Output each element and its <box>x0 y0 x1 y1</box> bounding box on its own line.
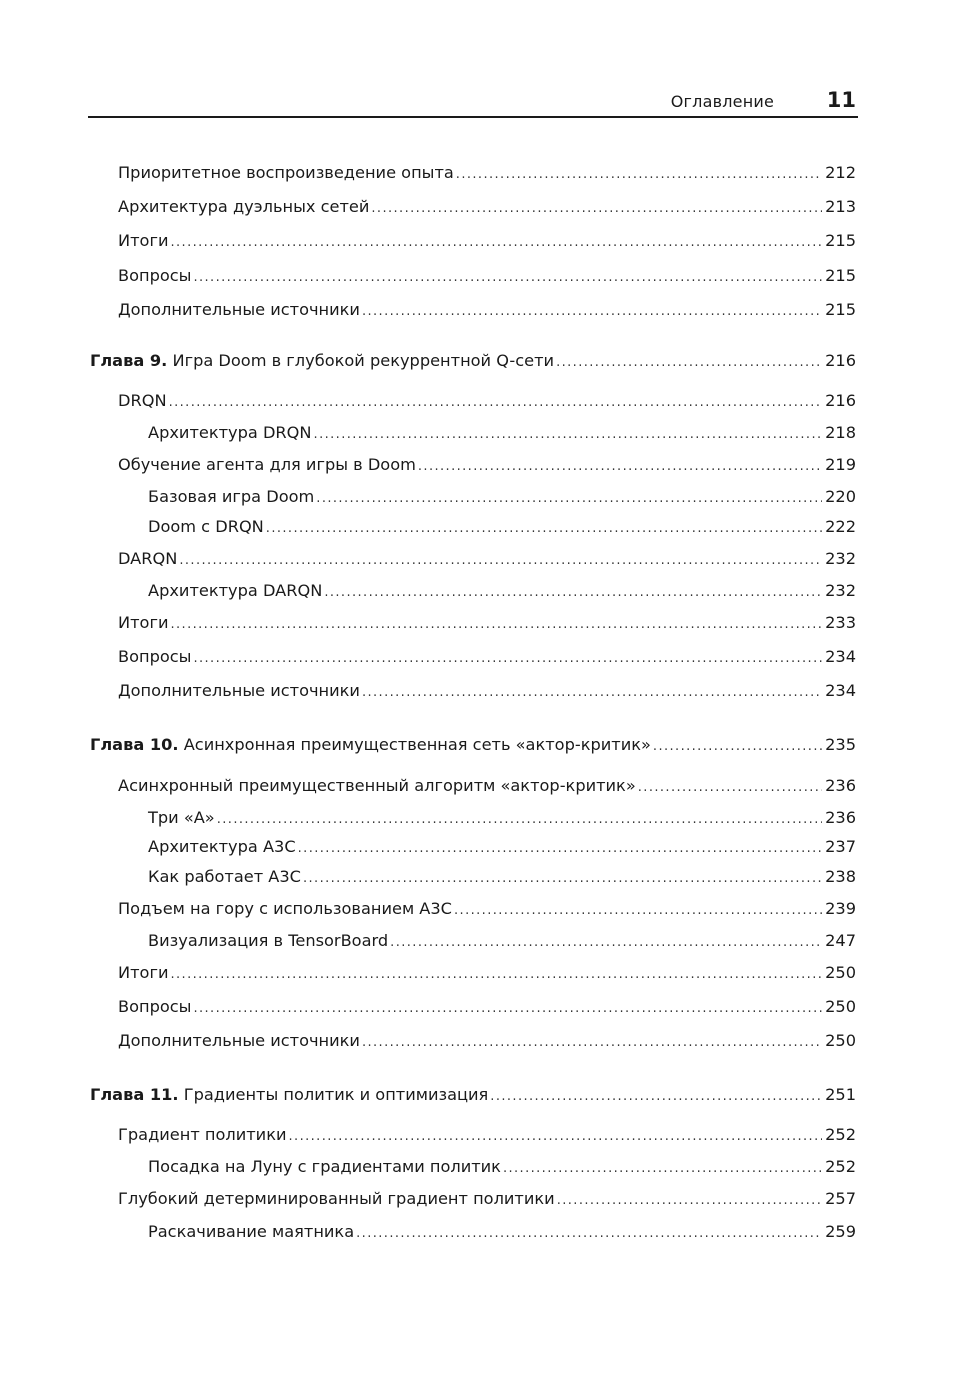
toc-entry[interactable] <box>118 678 856 704</box>
toc-leader-dots <box>418 454 822 480</box>
toc-entry-page: 252 <box>825 1125 856 1144</box>
toc-entry-page: 250 <box>825 1031 856 1050</box>
toc-leader-dots <box>193 646 822 672</box>
toc-entry-page: 234 <box>825 647 856 666</box>
toc-entry-label: Градиент политики <box>118 1125 287 1144</box>
toc-entry[interactable] <box>118 194 856 220</box>
toc-entry-label: Итоги <box>118 231 169 250</box>
toc-entry[interactable] <box>118 263 856 289</box>
toc-entry[interactable] <box>118 610 856 636</box>
running-header-title: Оглавление <box>670 92 774 111</box>
toc-entry-page: 252 <box>825 1157 856 1176</box>
toc-entry[interactable] <box>118 994 856 1020</box>
toc-entry[interactable] <box>118 960 856 986</box>
toc-leader-dots <box>193 265 822 291</box>
toc-entry[interactable] <box>118 644 856 670</box>
toc-entry-label: Дополнительные источники <box>118 1031 360 1050</box>
toc-entry-label: Вопросы <box>118 647 192 666</box>
toc-leader-dots <box>371 196 822 222</box>
toc-entry[interactable] <box>118 388 856 414</box>
toc-leader-dots <box>653 734 822 760</box>
toc-entry-label: Итоги <box>118 963 169 982</box>
toc-entry[interactable] <box>118 160 856 186</box>
toc-leader-dots <box>557 1188 822 1214</box>
toc-chapter-title: Игра Doom в глубокой рекуррентной Q-сети <box>172 351 555 370</box>
toc-entry[interactable] <box>118 773 856 799</box>
toc-entry-label: DARQN <box>118 549 178 568</box>
toc-entry-label: Архитектура A3C <box>148 837 296 856</box>
toc-chapter[interactable] <box>90 1082 856 1108</box>
toc-entry-page: 238 <box>825 867 856 886</box>
toc-leader-dots <box>179 548 822 574</box>
toc-entry[interactable] <box>118 1186 856 1212</box>
toc-entry[interactable] <box>118 228 856 254</box>
toc-entry-page: 218 <box>825 423 856 442</box>
toc-entry-label: Глубокий детерминированный градиент политики <box>118 1189 555 1208</box>
toc-entry-label: Посадка на Луну с градиентами политик <box>148 1157 501 1176</box>
toc-entry[interactable] <box>118 546 856 572</box>
toc-subentry[interactable] <box>148 834 856 860</box>
toc-chapter-number: Глава 9. <box>90 351 168 370</box>
toc-leader-dots <box>316 486 822 512</box>
toc-leader-dots <box>298 836 822 862</box>
toc-entry-page: 234 <box>825 681 856 700</box>
toc-leader-dots <box>390 930 822 956</box>
toc-entry-page: 236 <box>825 776 856 795</box>
toc-leader-dots <box>266 516 822 542</box>
toc-subentry[interactable] <box>148 928 856 954</box>
page-number: 11 <box>826 88 856 112</box>
toc-entry-page: 233 <box>825 613 856 632</box>
toc-entry[interactable] <box>118 1028 856 1054</box>
toc-leader-dots <box>170 612 822 638</box>
toc-leader-dots <box>356 1221 822 1247</box>
toc-entry-label: Как работает A3C <box>148 867 301 886</box>
toc-entry-page: 222 <box>825 517 856 536</box>
toc-entry-page: 250 <box>825 997 856 1016</box>
toc-leader-dots <box>362 1030 822 1056</box>
toc-entry-page: 257 <box>825 1189 856 1208</box>
toc-entry-page: 216 <box>825 391 856 410</box>
toc-leader-dots <box>503 1156 822 1182</box>
toc-subentry[interactable] <box>148 514 856 540</box>
toc-entry-page: 212 <box>825 163 856 182</box>
toc-chapter-title: Асинхронная преимущественная сеть «актор-критик» <box>183 735 651 754</box>
toc-entry[interactable] <box>118 896 856 922</box>
toc-leader-dots <box>170 962 822 988</box>
toc-leader-dots <box>454 898 822 924</box>
toc-leader-dots <box>362 299 822 325</box>
toc-subentry[interactable] <box>148 484 856 510</box>
toc-entry-label: Приоритетное воспроизведение опыта <box>118 163 454 182</box>
toc-entry-label: Архитектура дуэльных сетей <box>118 197 370 216</box>
toc-entry-page: 215 <box>825 266 856 285</box>
toc-entry-label: Три «А» <box>148 808 215 827</box>
toc-subentry[interactable] <box>148 864 856 890</box>
toc-entry-page: 232 <box>825 549 856 568</box>
toc-leader-dots <box>289 1124 823 1150</box>
toc-entry-label: Дополнительные источники <box>118 300 360 319</box>
toc-entry-page: 251 <box>825 1085 856 1104</box>
toc-subentry[interactable] <box>148 1219 856 1245</box>
toc-entry-page: 235 <box>825 735 856 754</box>
toc-entry-page: 215 <box>825 231 856 250</box>
toc-leader-dots <box>314 422 823 448</box>
toc-entry-label: DRQN <box>118 391 167 410</box>
toc-entry-page: 215 <box>825 300 856 319</box>
toc-leader-dots <box>638 775 822 801</box>
toc-entry-label: Архитектура DRQN <box>148 423 312 442</box>
toc-entry-label: Базовая игра Doom <box>148 487 315 506</box>
toc-entry-label: Итоги <box>118 613 169 632</box>
toc-leader-dots <box>303 866 822 892</box>
toc-chapter-label <box>90 348 554 374</box>
toc-chapter-label <box>90 1082 488 1108</box>
toc-entry-label: Асинхронный преимущественный алгоритм «актор-критик» <box>118 776 636 795</box>
toc-leader-dots <box>193 996 822 1022</box>
toc-leader-dots <box>169 390 823 416</box>
toc-entry-label: Вопросы <box>118 997 192 1016</box>
toc-entry-page: 236 <box>825 808 856 827</box>
toc-leader-dots <box>217 807 822 833</box>
toc-subentry[interactable] <box>148 1154 856 1180</box>
toc-leader-dots <box>170 230 822 256</box>
toc-leader-dots <box>324 580 822 606</box>
toc-leader-dots <box>362 680 822 706</box>
toc-entry-page: 219 <box>825 455 856 474</box>
toc-entry[interactable] <box>118 452 856 478</box>
toc-entry-label: Визуализация в TensorBoard <box>148 931 389 950</box>
toc-leader-dots <box>456 162 822 188</box>
toc-chapter-number: Глава 10. <box>90 735 179 754</box>
toc-entry-label: Подъем на гору с использованием A3C <box>118 899 452 918</box>
toc-chapter-number: Глава 11. <box>90 1085 179 1104</box>
toc-leader-dots <box>490 1084 822 1110</box>
toc-entry[interactable] <box>118 1122 856 1148</box>
toc-entry-page: 239 <box>825 899 856 918</box>
toc-leader-dots <box>556 350 822 376</box>
toc-subentry[interactable] <box>148 578 856 604</box>
toc-subentry[interactable] <box>148 420 856 446</box>
toc-entry-label: Doom с DRQN <box>148 517 264 536</box>
toc-entry-page: 216 <box>825 351 856 370</box>
toc-entry-page: 237 <box>825 837 856 856</box>
toc-entry-page: 247 <box>825 931 856 950</box>
toc-entry-page: 250 <box>825 963 856 982</box>
toc-entry-label: Дополнительные источники <box>118 681 360 700</box>
toc-entry-label: Архитектура DARQN <box>148 581 323 600</box>
toc-entry-label: Раскачивание маятника <box>148 1222 355 1241</box>
toc-entry-page: 220 <box>825 487 856 506</box>
toc-entry-label: Вопросы <box>118 266 192 285</box>
toc-entry-page: 259 <box>825 1222 856 1241</box>
toc-chapter-title: Градиенты политик и оптимизация <box>183 1085 489 1104</box>
toc-entry-label: Обучение агента для игры в Doom <box>118 455 416 474</box>
toc-entry[interactable] <box>118 297 856 323</box>
toc-entry-page: 232 <box>825 581 856 600</box>
toc-entry-page: 213 <box>825 197 856 216</box>
toc-chapter[interactable] <box>90 348 856 374</box>
toc-chapter-label <box>90 732 651 758</box>
toc-subentry[interactable] <box>148 805 856 831</box>
toc-chapter[interactable] <box>90 732 856 758</box>
